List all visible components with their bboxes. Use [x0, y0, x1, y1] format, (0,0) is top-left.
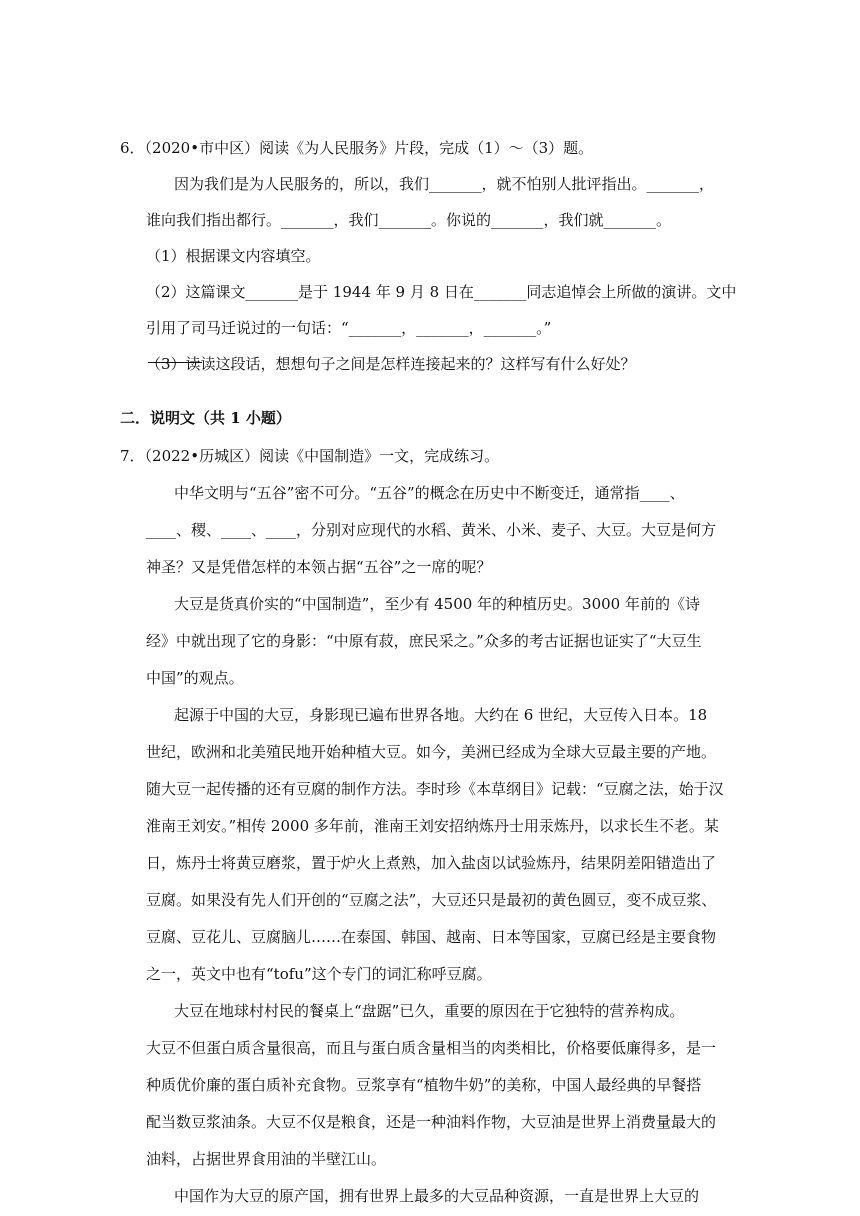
passage-line: 中国”的观点。	[146, 669, 244, 687]
passage-line: 起源于中国的大豆，身影现已遍布世界各地。大约在 6 世纪，大豆传入日本。18	[174, 706, 708, 724]
passage-line: 神圣？又是凭借怎样的本领占据“五谷”之一席的呢？	[146, 558, 492, 576]
question-6-subquestion-2-line-1: （2）这篇课文_______是于 1944 年 9 月 8 日在_______同志追悼会上所做的演讲。文中	[146, 283, 737, 301]
passage-line: 随大豆一起传播的还有豆腐的制作方法。李时珍《本草纲目》记载：“豆腐之法，始于汉	[146, 780, 724, 798]
question-6-title: 6．（2020•市中区）阅读《为人民服务》片段，完成（1）～（3）题。	[120, 139, 594, 157]
passage-line: 中华文明与“五谷”密不可分。“五谷”的概念在历史中不断变迁，通常指____、	[174, 484, 685, 502]
passage-line: 世纪，欧洲和北美殖民地开始种植大豆。如今，美洲已经成为全球大豆最主要的产地。	[146, 743, 717, 761]
passage-line: 豆腐、豆花儿、豆腐脑儿……在泰国、韩国、越南、日本等国家，豆腐已经是主要食物	[146, 928, 717, 946]
question-6-passage-line-1: 因为我们是为人民服务的，所以，我们_______，就不怕别人批评指出。_______，	[174, 175, 715, 193]
passage-line: 大豆不但蛋白质含量很高，而且与蛋白质含量相当的肉类相比，价格要低廉得多，是一	[146, 1039, 717, 1057]
answer-blank-line	[148, 362, 202, 363]
passage-line: 之一，英文中也有“tofu”这个专门的词汇称呼豆腐。	[146, 965, 492, 983]
question-7-title: 7．（2022•历城区）阅读《中国制造》一文，完成练习。	[120, 447, 500, 465]
passage-line: 经》中就出现了它的身影：“中原有菽，庶民采之。”众多的考古证据也证实了“大豆生	[146, 632, 702, 650]
passage-line: ____、稷、____、____，分别对应现代的水稻、黄米、小米、麦子、大豆。大豆是何方	[146, 521, 717, 539]
question-6-subquestion-3: （3）读读这段话，想想句子之间是怎样连接起来的？这样写有什么好处？	[146, 355, 636, 373]
passage-line: 配当数豆浆油条。大豆不仅是粮食，还是一种油料作物，大豆油是世界上消费量最大的	[146, 1113, 717, 1131]
passage-line: 种质优价廉的蛋白质补充食物。豆浆享有“植物牛奶”的美称，中国人最经典的早餐搭	[146, 1076, 702, 1094]
passage-line: 中国作为大豆的原产国，拥有世界上最多的大豆品种资源，一直是世界上大豆的	[174, 1187, 700, 1205]
passage-line: 大豆在地球村村民的餐桌上“盘踞”已久，重要的原因在于它独特的营养构成。	[174, 1002, 685, 1020]
question-6-subquestion-2-line-2: 引用了司马迁说过的一句话：“_______，_______，_______。”	[146, 319, 552, 337]
question-6-subquestion-1: （1）根据课文内容填空。	[146, 247, 321, 265]
passage-line: 油料，占据世界食用油的半壁江山。	[146, 1150, 387, 1168]
passage-line: 大豆是货真价实的“中国制造”，至少有 4500 年的种植历史。3000 年前的《诗	[174, 595, 700, 613]
question-6-passage-line-2: 谁向我们指出都行。_______，我们_______。你说的_______，我们就_______。	[146, 211, 672, 229]
passage-line: 淮南王刘安。”相传 2000 多年前，淮南王刘安招纳炼丹士用汞炼丹，以求长生不老。某	[146, 817, 719, 835]
passage-line: 日，炼丹士将黄豆磨浆，置于炉火上煮熟，加入盐卤以试验炼丹，结果阴差阳错造出了	[146, 854, 717, 872]
section-heading: 二．说明文（共 1 小题）	[120, 409, 291, 427]
passage-line: 豆腐。如果没有先人们开创的“豆腐之法”，大豆还只是最初的黄色圆豆，变不成豆浆、	[146, 891, 717, 909]
